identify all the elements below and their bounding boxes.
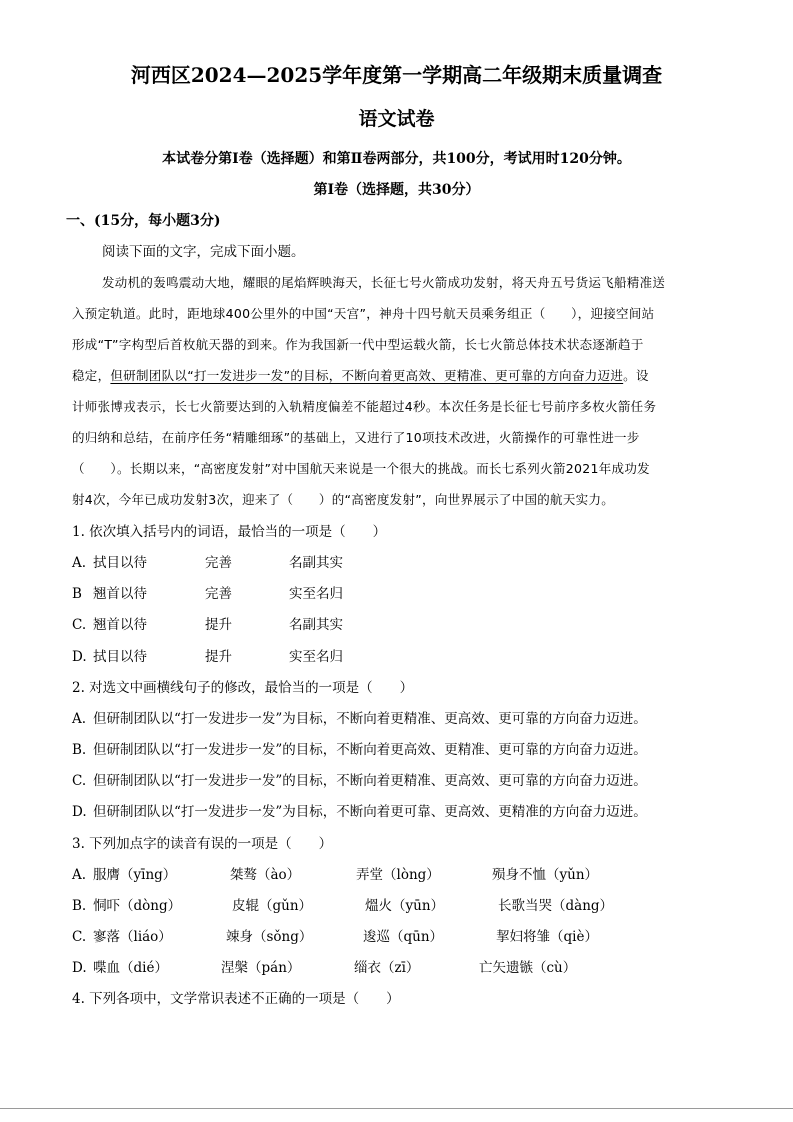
option-choice: 翘首以待 [93,586,147,602]
volume-heading: 第Ⅰ卷（选择题，共30分） [313,182,480,198]
exam-instructions: 本试卷分第Ⅰ卷（选择题）和第Ⅱ卷两部分，共100分，考试用时120分钟。 [162,151,631,167]
option-choice: 缁衣（zī） [354,960,420,976]
passage-line: 的归纳和总结，在前序任务“精雕细琢”的基础上，又进行了10项技术改进，火箭操作的可靠性进一步 [72,430,640,445]
option-letter: B. [72,898,87,914]
option-choice: 挈妇将雏（qiè） [496,929,598,945]
option-choice: 实至名归 [289,586,343,602]
option-letter: C. [72,773,87,789]
question-stem: 1. 依次填入括号内的词语，最恰当的一项是（ ） [72,524,387,540]
option-choice: 弄堂（lòng） [356,867,440,883]
question-stem: 3. 下列加点字的读音有误的一项是（ ） [72,836,333,852]
option-choice: 拭目以待 [93,555,147,571]
option-choice: 服膺（yīng） [93,867,177,883]
option-choice: 桀骜（ào） [230,867,301,883]
passage-line-underlined [72,367,649,385]
option-choice: 长歌当哭（dàng） [498,898,614,914]
exam-title: 河西区2024—2025学年度第一学期高二年级期末质量调查 [130,63,663,87]
option-letter: A. [72,555,87,571]
section-intro: 阅读下面的文字，完成下面小题。 [102,244,305,260]
option-choice: 提升 [205,649,232,665]
passage-line: 计师张博戎表示，长七火箭要达到的入轨精度偏差不能超过4秒。本次任务是长征七号前序多枚火箭任务 [72,399,657,414]
option-letter: B [72,586,82,602]
option-choice: 名副其实 [289,555,343,571]
option-choice: 翘首以待 [93,617,147,633]
passage-line: 形成“T”字构型后首枚航天器的到来。作为我国新一代中型运载火箭，长七火箭总体技术状态逐渐趋于 [72,337,644,352]
option-letter: D. [72,649,87,665]
option-letter: B. [72,742,87,758]
passage-line: 射4次，今年已成功发射3次，迎来了（ ）的“高密度发射”，向世界展示了中国的航天实力。 [72,492,615,507]
option-choice: 殒身不恤（yǔn） [492,867,599,883]
underlined-sentence: 但研制团队以“打一发进步一发”的目标，不断向着更高效、更精准、更可靠的方向奋力迈进 [110,368,624,383]
option-choice: 逡巡（qūn） [363,929,444,945]
passage-line: 入预定轨道。此时，距地球400公里外的中国“天宫”，神舟十四号航天员乘务组正（ ），迎接空间站 [72,306,655,321]
option-choice: 恫吓（dòng） [93,898,182,914]
option-letter: A. [72,711,87,727]
option-letter: D. [72,804,87,820]
option-choice: 亡矢遗镞（cù） [479,960,577,976]
option-choice: 拭目以待 [93,649,147,665]
footer-rule [0,1108,793,1109]
passage-line: （ ）。长期以来，“高密度发射”对中国航天来说是一个很大的挑战。而长七系列火箭2021年成功发 [72,461,650,476]
option-choice: 名副其实 [289,617,343,633]
option-choice: 寥落（liáo） [93,929,172,945]
question-stem: 2. 对选文中画横线句子的修改，最恰当的一项是（ ） [72,680,414,696]
option-choice: 提升 [205,617,232,633]
option-choice: 熅火（yūn） [365,898,445,914]
option-text: 但研制团队以“打一发进步一发”的目标，不断向着更精准、更高效、更可靠的方向奋力迈进。 [93,773,647,789]
option-choice: 皮辊（gǔn） [232,898,313,914]
option-choice: 完善 [205,555,232,571]
option-text: 但研制团队以“打一发进步一发”的目标，不断向着更高效、更精准、更可靠的方向奋力迈进。 [93,742,647,758]
question-stem: 4. 下列各项中，文学常识表述不正确的一项是（ ） [72,991,400,1007]
option-choice: 涅槃（pán） [221,960,301,976]
passage-text: 。设 [623,368,649,383]
section-heading: 一、(15分，每小题3分) [66,213,221,229]
option-choice: 完善 [205,586,232,602]
exam-subtitle: 语文试卷 [358,108,435,130]
option-letter: C. [72,617,87,633]
passage-line: 发动机的轰鸣震动大地，耀眼的尾焰辉映海天，长征七号火箭成功发射，将天舟五号货运飞船精准送 [102,275,666,290]
option-choice: 实至名归 [289,649,343,665]
option-text: 但研制团队以“打一发进步一发”为目标，不断向着更精准、更高效、更可靠的方向奋力迈进。 [93,711,647,727]
option-text: 但研制团队以“打一发进步一发”为目标，不断向着更可靠、更高效、更精准的方向奋力迈进。 [93,804,647,820]
option-letter: D. [72,960,87,976]
option-choice: 竦身（sǒng） [226,929,313,945]
option-choice: 喋血（dié） [93,960,168,976]
option-letter: A. [72,867,87,883]
passage-text: 稳定， [72,368,111,383]
option-letter: C. [72,929,87,945]
